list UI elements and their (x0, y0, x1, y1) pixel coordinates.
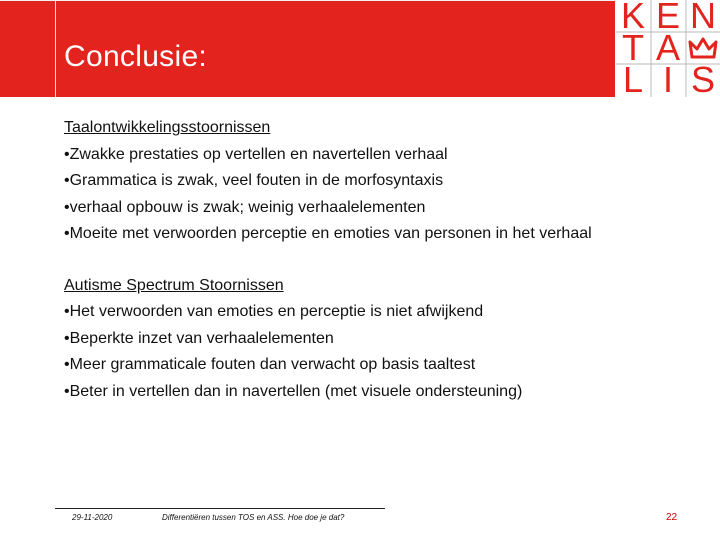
footer-rule (55, 508, 385, 509)
logo-letter-t: T (622, 27, 644, 68)
footer-title: Differentiëren tussen TOS en ASS. Hoe doe je dat? (162, 513, 345, 522)
logo-letter-k: K (620, 0, 645, 36)
section-heading-ass: Autisme Spectrum Stoornissen (64, 276, 284, 294)
section-heading-tos: Taalontwikkelingsstoornissen (64, 119, 271, 136)
footer-date: 29-11-2020 (72, 513, 113, 522)
logo-letter-e: E (655, 0, 680, 36)
slide-body (64, 115, 684, 405)
header-left-rule (55, 0, 56, 97)
list-item: •Grammatica is zwak, veel fouten in de morfosyntaxis (64, 172, 444, 189)
section-gap (64, 248, 684, 273)
logo-letter-n: N (690, 0, 716, 36)
logo-letter-i: I (662, 59, 673, 100)
list-item: •Zwakke prestaties op vertellen en navertellen verhaal (64, 145, 448, 163)
logo-letter-a: A (655, 27, 680, 68)
list-item: •Beperkte inzet van verhaalelementen (64, 329, 334, 347)
slide-title: Conclusie: (64, 40, 208, 73)
page-number: 22 (666, 512, 678, 523)
list-item: •Meer grammaticale fouten dan verwacht op basis taaltest (64, 356, 476, 373)
list-item: •verhaal opbouw is zwak; weinig verhaalelementen (64, 198, 426, 216)
list-item: •Het verwoorden van emoties en perceptie is niet afwijkend (64, 303, 484, 320)
header-top-line (0, 0, 615, 1)
logo-letter-s: S (690, 59, 715, 100)
logo-letter-l: L (622, 59, 644, 100)
list-item: •Beter in vertellen dan in navertellen (met visuele ondersteuning) (64, 382, 523, 400)
list-item: •Moeite met verwoorden perceptie en emoties van personen in het verhaal (64, 225, 592, 242)
kentalis-logo (616, 0, 720, 100)
